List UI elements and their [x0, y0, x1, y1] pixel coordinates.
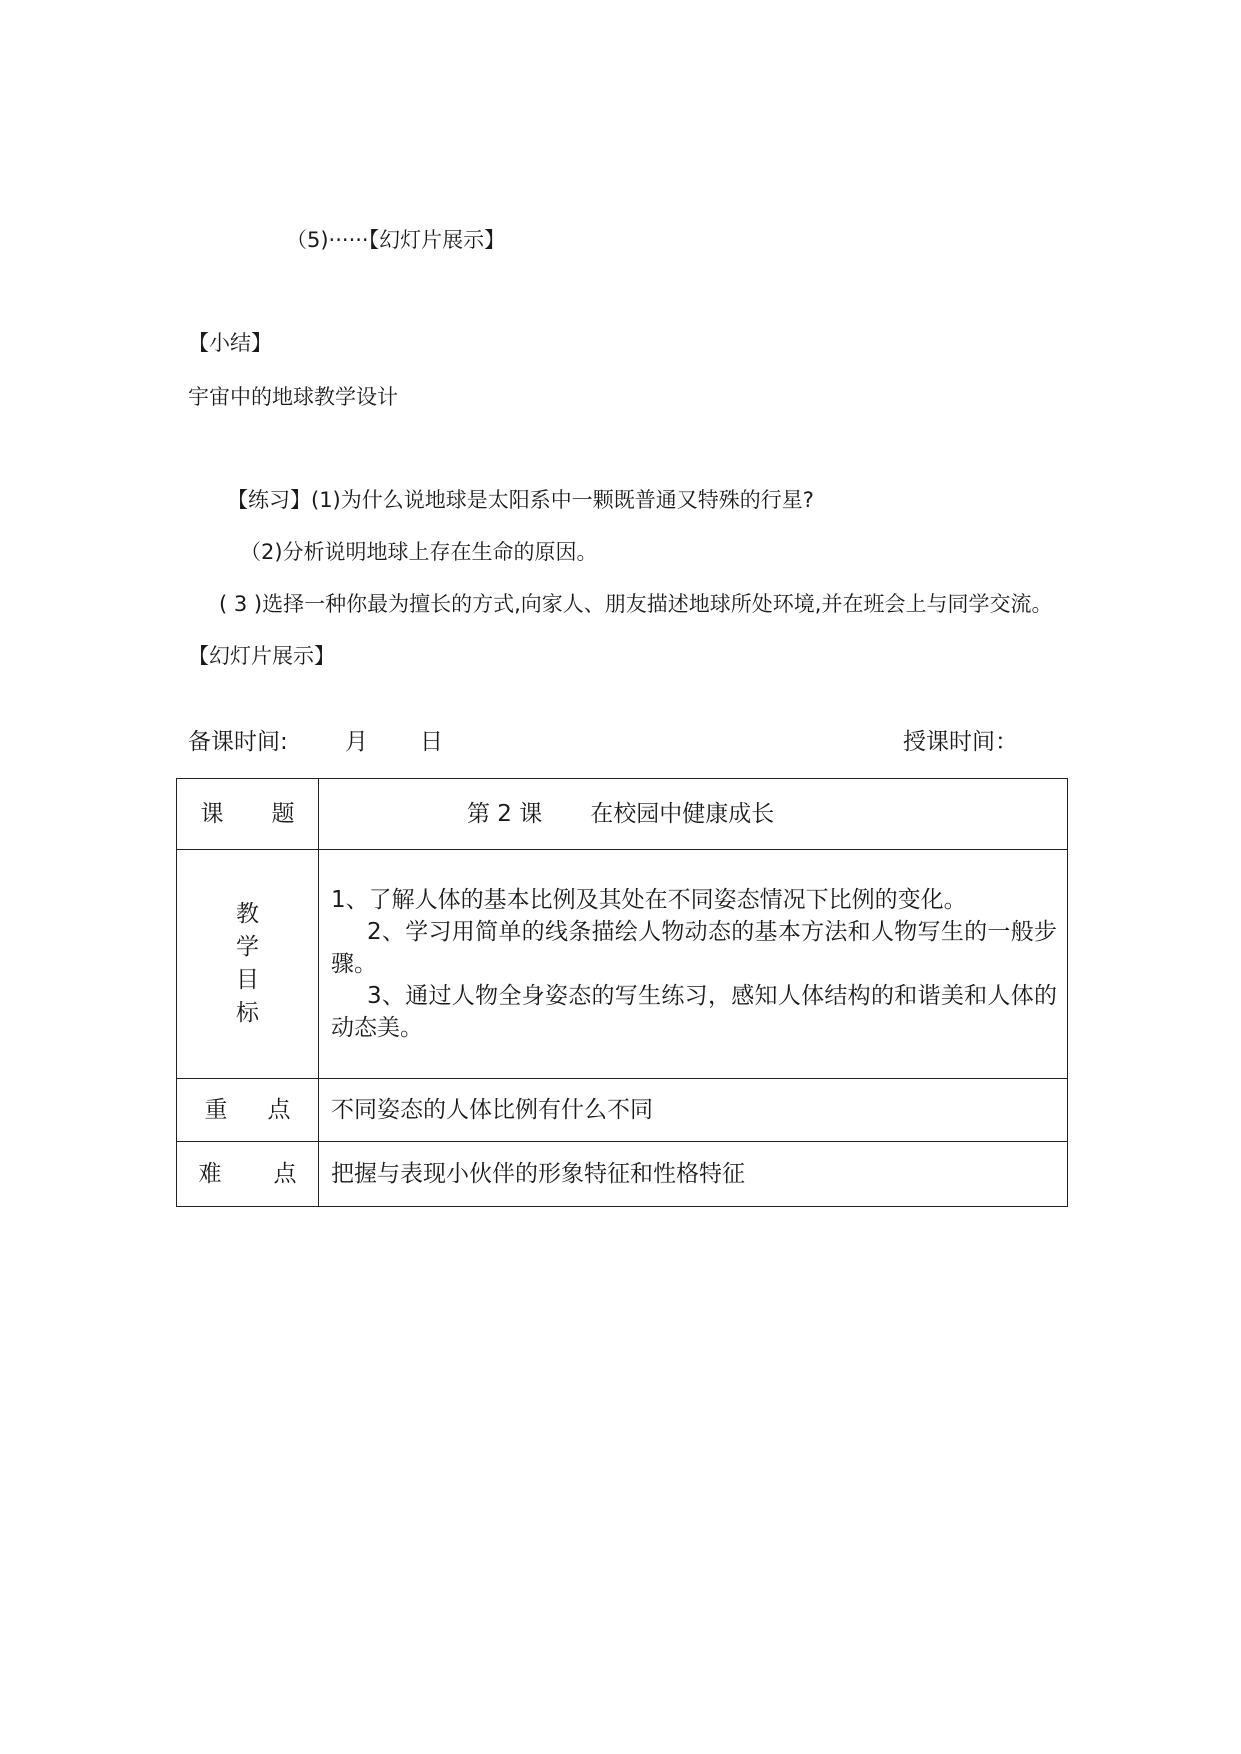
- goal-item-1: 1、了解人体的基本比例及其处在不同姿态情况下比例的变化。: [331, 887, 967, 913]
- key-point-content-cell: 不同姿态的人体比例有什么不同: [319, 1079, 1068, 1142]
- key-point-label-char-1: 重: [204, 1097, 228, 1123]
- prep-time-label: 备课时间:: [188, 729, 288, 755]
- table-row-topic: [177, 779, 1068, 850]
- lesson-name: 在校园中健康成长: [590, 801, 775, 827]
- document-title: 宇宙中的地球教学设计: [188, 385, 398, 409]
- exercise-2: （2)分析说明地球上存在生命的原因。: [240, 540, 598, 564]
- goals-label-cell: [177, 850, 319, 1079]
- topic-label-cell: [177, 779, 319, 850]
- slides-show: 【幻灯片展示】: [188, 644, 335, 668]
- prep-month-label: 月: [345, 729, 368, 755]
- topic-label-char-2: 题: [271, 801, 295, 827]
- lesson-table: [176, 778, 1068, 1207]
- goals-label-char-2: 学: [236, 934, 259, 960]
- difficulty-label-cell: [177, 1142, 319, 1207]
- table-row-goals: [177, 850, 1068, 1079]
- slides-item-5: （5)······【幻灯片展示】: [286, 228, 506, 252]
- topic-content-cell: [319, 779, 1068, 850]
- key-point-label-char-2: 点: [267, 1097, 291, 1123]
- goals-label-char-4: 标: [236, 1000, 259, 1026]
- exercise-3: ( 3 )选择一种你最为擅长的方式,向家人、朋友描述地球所处环境,并在班会上与同学交流。: [219, 592, 1053, 616]
- lesson-number: 第 2 课: [467, 801, 543, 827]
- summary-heading: 【小结】: [188, 331, 272, 355]
- goals-label-char-1: 教: [236, 901, 259, 927]
- topic-label-char-1: 课: [200, 801, 224, 827]
- goals-label-char-3: 目: [236, 967, 259, 993]
- exercise-1: 【练习】(1)为什么说地球是太阳系中一颗既普通又特殊的行星?: [227, 488, 814, 512]
- difficulty-content-cell: 把握与表现小伙伴的形象特征和性格特征: [319, 1142, 1068, 1207]
- prep-day-label: 日: [420, 729, 443, 755]
- table-row-key-point: [177, 1079, 1068, 1142]
- key-point-label-cell: [177, 1079, 319, 1142]
- teach-time-label: 授课时间：: [903, 729, 1018, 755]
- goals-content-cell: [319, 850, 1068, 1079]
- table-row-difficulty: [177, 1142, 1068, 1207]
- goal-item-2: 2、学习用简单的线条描绘人物动态的基本方法和人物写生的一般步骤。: [331, 919, 1057, 977]
- goal-item-3: 3、通过人物全身姿态的写生练习，感知人体结构的和谐美和人体的动态美。: [331, 983, 1057, 1041]
- difficulty-label-char-1: 难: [198, 1161, 222, 1187]
- difficulty-label-char-2: 点: [273, 1161, 297, 1187]
